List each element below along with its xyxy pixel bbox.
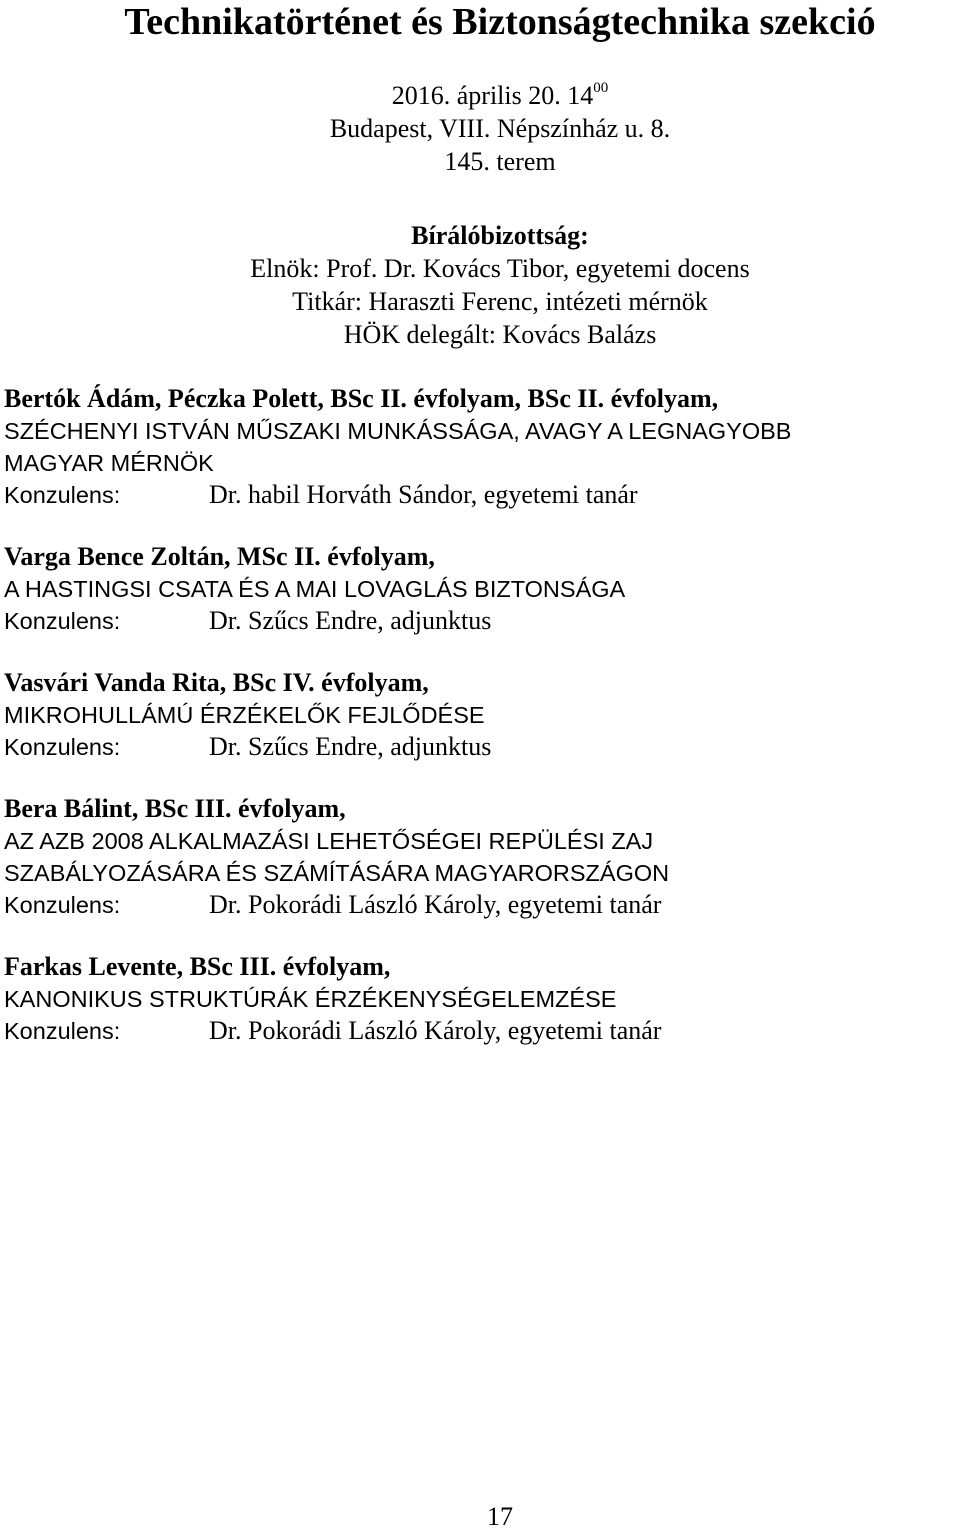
entry-authors: Vasvári Vanda Rita, BSc IV. évfolyam,	[4, 668, 429, 697]
entry-consultant-line	[4, 731, 954, 763]
entry-consultant-line	[4, 605, 954, 637]
consultant-label: Konzulens:	[4, 1018, 121, 1044]
committee-chair: Elnök: Prof. Dr. Kovács Tibor, egyetemi docens	[250, 254, 750, 283]
session-room: 145. terem	[444, 147, 556, 176]
entry-authors: Farkas Levente, BSc III. évfolyam,	[4, 952, 391, 981]
consultant-name: Dr. Pokorádi László Károly, egyetemi tanár	[209, 890, 662, 919]
entry-title-line: AZ AZB 2008 ALKALMAZÁSI LEHETŐSÉGEI REPÜLÉSI ZAJ	[4, 828, 654, 854]
entry-authors: Bera Bálint, BSc III. évfolyam,	[4, 794, 346, 823]
entry-title-line: SZABÁLYOZÁSÁRA ÉS SZÁMÍTÁSÁRA MAGYARORSZÁGON	[4, 860, 670, 886]
committee-heading: Bírálóbizottság:	[411, 221, 589, 250]
presentation-entry	[4, 793, 954, 921]
entry-title-line: KANONIKUS STRUKTÚRÁK ÉRZÉKENYSÉGELEMZÉSE	[4, 986, 617, 1012]
consultant-label: Konzulens:	[4, 734, 121, 760]
session-date: 2016. április 20. 14	[391, 81, 594, 110]
consultant-label: Konzulens:	[4, 608, 121, 634]
entry-title-line: A HASTINGSI CSATA ÉS A MAI LOVAGLÁS BIZTONSÁGA	[4, 576, 626, 602]
consultant-name: Dr. habil Horváth Sándor, egyetemi tanár	[209, 480, 638, 509]
committee-secretary: Titkár: Haraszti Ferenc, intézeti mérnök	[292, 287, 708, 316]
entry-title-line: MIKROHULLÁMÚ ÉRZÉKELŐK FEJLŐDÉSE	[4, 702, 485, 728]
session-date-line	[0, 79, 960, 112]
consultant-name: Dr. Pokorádi László Károly, egyetemi tanár	[209, 1016, 662, 1045]
entry-consultant-line	[4, 479, 954, 511]
entry-consultant-line	[4, 1015, 954, 1047]
page-number: 17	[487, 1502, 513, 1531]
entry-title-line: SZÉCHENYI ISTVÁN MŰSZAKI MUNKÁSSÁGA, AVAGY A LEGNAGYOBB	[4, 418, 792, 444]
presentation-entry	[4, 383, 954, 511]
consultant-label: Konzulens:	[4, 482, 121, 508]
entry-consultant-line	[4, 889, 954, 921]
presentation-entry	[4, 951, 954, 1047]
session-info	[0, 79, 960, 178]
entry-authors: Varga Bence Zoltán, MSc II. évfolyam,	[4, 542, 435, 571]
review-committee	[0, 219, 960, 351]
consultant-label: Konzulens:	[4, 892, 121, 918]
presentation-list	[4, 383, 954, 1077]
entry-title-line: MAGYAR MÉRNÖK	[4, 450, 214, 476]
consultant-name: Dr. Szűcs Endre, adjunktus	[209, 732, 492, 761]
presentation-entry	[4, 541, 954, 637]
presentation-entry	[4, 667, 954, 763]
entry-authors: Bertók Ádám, Péczka Polett, BSc II. évfolyam, BSc II. évfolyam,	[4, 384, 719, 413]
committee-delegate: HÖK delegált: Kovács Balázs	[343, 320, 657, 349]
session-time-superscript: 00	[593, 80, 609, 96]
consultant-name: Dr. Szűcs Endre, adjunktus	[209, 606, 492, 635]
section-title: Technikatörténet és Biztonságtechnika szekció	[124, 1, 876, 43]
session-address: Budapest, VIII. Népszínház u. 8.	[329, 114, 671, 143]
